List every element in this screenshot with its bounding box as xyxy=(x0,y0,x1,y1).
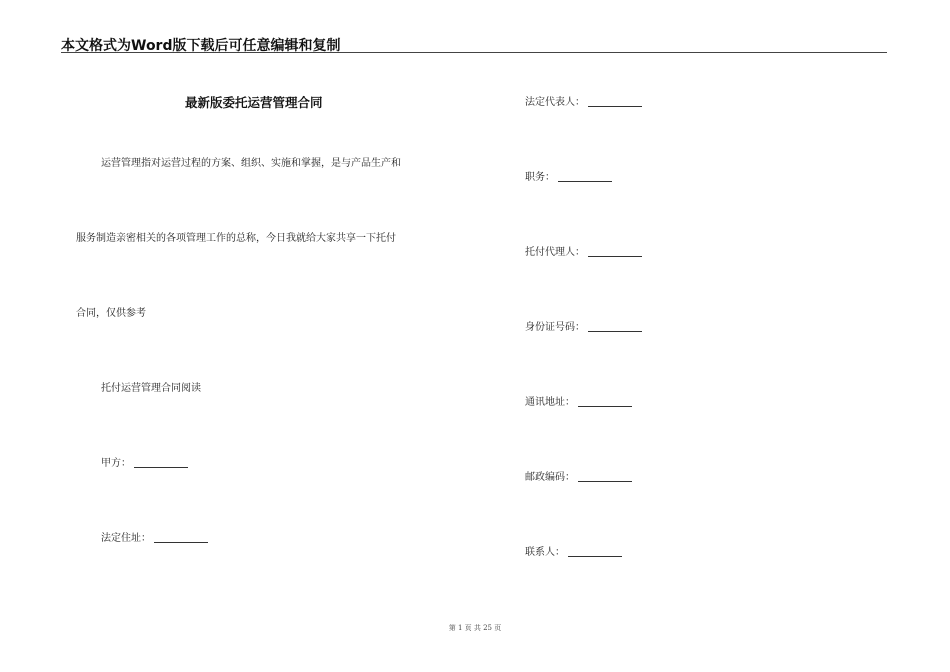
field-mailing-address xyxy=(525,393,632,408)
header-divider xyxy=(61,52,887,53)
blank-line xyxy=(154,541,208,543)
field-authorized-agent xyxy=(525,243,642,258)
field-postal-code xyxy=(525,468,632,483)
field-party-a xyxy=(101,454,188,469)
field-legal-representative xyxy=(525,93,642,108)
blank-line xyxy=(568,555,622,557)
field-label: 甲方： xyxy=(101,458,131,469)
blank-line xyxy=(588,255,642,257)
blank-line xyxy=(578,405,632,407)
field-legal-address xyxy=(101,529,208,544)
blank-line xyxy=(588,330,642,332)
paragraph-intro-line-3: 合同，仅供参考 xyxy=(76,308,146,319)
document-title: 最新版委托运营管理合同 xyxy=(185,95,323,110)
field-label: 法定代表人： xyxy=(525,97,585,108)
blank-line xyxy=(588,105,642,107)
blank-line xyxy=(134,466,188,468)
field-label: 职务： xyxy=(525,172,555,183)
field-label: 托付代理人： xyxy=(525,247,585,258)
field-label: 邮政编码： xyxy=(525,472,575,483)
field-label: 法定住址： xyxy=(101,533,151,544)
header-title: 本文格式为Word版下载后可任意编辑和复制 xyxy=(61,38,341,54)
paragraph-intro-line-2: 服务制造亲密相关的各项管理工作的总称，今日我就给大家共享一下托付 xyxy=(76,233,396,244)
field-label: 身份证号码： xyxy=(525,322,585,333)
field-label: 通讯地址： xyxy=(525,397,575,408)
field-id-number xyxy=(525,318,642,333)
field-label: 联系人： xyxy=(525,547,565,558)
blank-line xyxy=(558,180,612,182)
page-number: 第 1 页 共 25 页 xyxy=(448,624,502,632)
paragraph-section-heading: 托付运营管理合同阅读 xyxy=(101,383,201,394)
field-position xyxy=(525,168,612,183)
paragraph-intro-line-1: 运营管理指对运营过程的方案、组织、实施和掌握，是与产品生产和 xyxy=(101,158,401,169)
blank-line xyxy=(578,480,632,482)
field-contact-person xyxy=(525,543,622,558)
